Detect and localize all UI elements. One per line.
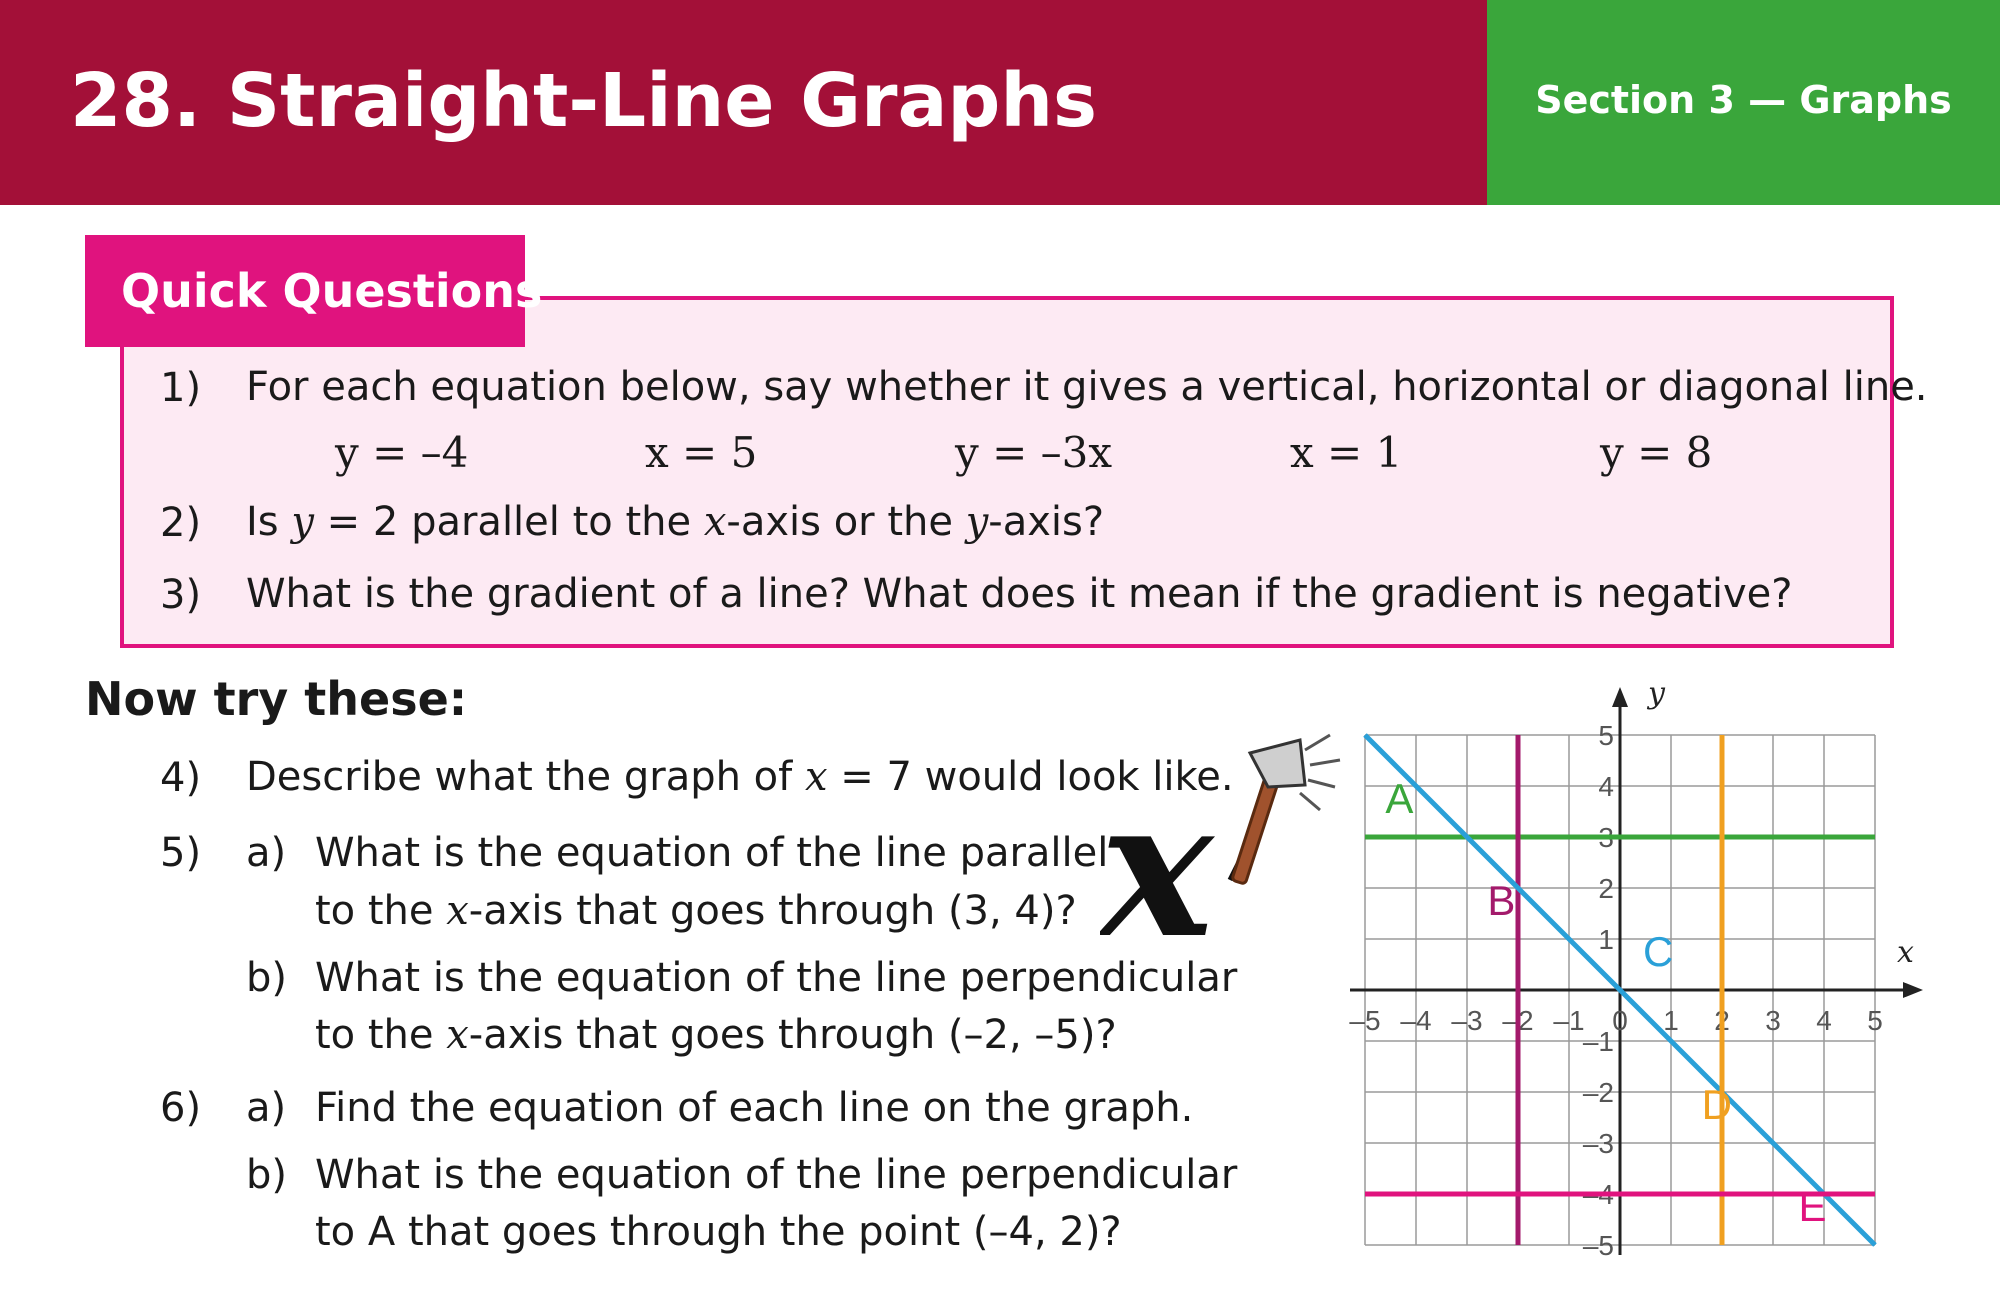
question-1-text: For each equation below, say whether it gives a vertical, horizontal or diagonal line.: [246, 364, 1928, 410]
y-tick-label: –1: [1582, 1026, 1614, 1057]
x-tick-label: –3: [1451, 1005, 1483, 1036]
y-tick-label: 2: [1598, 873, 1614, 904]
x-tick-label: –1: [1553, 1005, 1585, 1036]
question-number: 3): [160, 572, 202, 618]
series-label-A: A: [1385, 775, 1414, 823]
header: [0, 0, 2000, 205]
x-tick-label: 5: [1867, 1005, 1883, 1036]
question-5a-line2: to the x-axis that goes through (3, 4)?: [315, 888, 1077, 934]
series-label-E: E: [1798, 1183, 1827, 1231]
x-tick-label: 3: [1765, 1005, 1781, 1036]
question-3-text: What is the gradient of a line? What does it mean if the gradient is negative?: [246, 571, 1793, 617]
question-number: 1): [160, 365, 202, 411]
x-axis-label: x: [1897, 935, 1914, 970]
question-2-text: Is y = 2 parallel to the x-axis or the y-axis?: [246, 499, 1105, 545]
y-tick-label: –3: [1582, 1128, 1614, 1159]
question-6b-line1: What is the equation of the line perpendicular: [315, 1152, 1238, 1198]
y-axis-arrow: [1612, 687, 1628, 707]
y-tick-label: 4: [1598, 771, 1614, 802]
equation-item: x = 5: [645, 428, 758, 477]
series-label-B: B: [1487, 877, 1516, 925]
sub-label: b): [246, 1152, 287, 1198]
question-number: 2): [160, 500, 202, 546]
question-4-text: Describe what the graph of x = 7 would look like.: [246, 754, 1234, 800]
y-tick-label: –2: [1582, 1077, 1614, 1108]
series-label-C: C: [1642, 928, 1674, 976]
x-tick-label: –4: [1400, 1005, 1432, 1036]
x-tick-label: 1: [1663, 1005, 1679, 1036]
title-bar: [0, 0, 1487, 205]
question-6b-line2: to A that goes through the point (–4, 2)?: [315, 1209, 1122, 1255]
question-number: 5): [160, 830, 202, 876]
now-try-heading: Now try these:: [85, 672, 468, 726]
x-tick-label: 4: [1816, 1005, 1832, 1036]
axes: [1350, 676, 1923, 1255]
equation-item: x = 1: [1290, 428, 1403, 477]
x-tick-label: –2: [1502, 1005, 1534, 1036]
sub-label: a): [246, 830, 287, 876]
equation-item: y = –4: [335, 428, 469, 477]
question-number: 4): [160, 755, 202, 801]
sub-label: b): [246, 955, 287, 1001]
section-label: Section 3 — Graphs: [1535, 78, 1952, 122]
section-bar: [1487, 0, 2000, 205]
x-tick-label: –5: [1349, 1005, 1381, 1036]
x-tick-label: 0: [1612, 1005, 1628, 1036]
y-axis-label: y: [1648, 676, 1665, 711]
y-tick-label: 3: [1598, 822, 1614, 853]
x-with-axe-icon: [1100, 725, 1350, 955]
y-tick-label: –4: [1582, 1179, 1614, 1210]
y-tick-label: 5: [1598, 720, 1614, 751]
series-label-D: D: [1701, 1081, 1732, 1129]
question-6a-text: Find the equation of each line on the graph.: [315, 1085, 1194, 1131]
x-axis-arrow: [1903, 982, 1923, 998]
question-number: 6): [160, 1085, 202, 1131]
equation-item: y = –3x: [955, 428, 1113, 477]
equation-item: y = 8: [1600, 428, 1713, 477]
coordinate-graph: [1340, 675, 1940, 1275]
quick-questions-tab: Quick Questions: [85, 235, 525, 347]
question-5a-line1: What is the equation of the line parallel: [315, 830, 1109, 876]
page-title: 28. Straight-Line Graphs: [70, 58, 1098, 144]
question-5b-line1: What is the equation of the line perpendicular: [315, 955, 1238, 1001]
y-tick-label: –5: [1582, 1230, 1614, 1261]
sub-label: a): [246, 1085, 287, 1131]
svg-text:x: x: [1100, 757, 1214, 955]
y-tick-label: 1: [1598, 924, 1614, 955]
question-5b-line2: to the x-axis that goes through (–2, –5)?: [315, 1012, 1117, 1058]
x-tick-label: 2: [1714, 1005, 1730, 1036]
